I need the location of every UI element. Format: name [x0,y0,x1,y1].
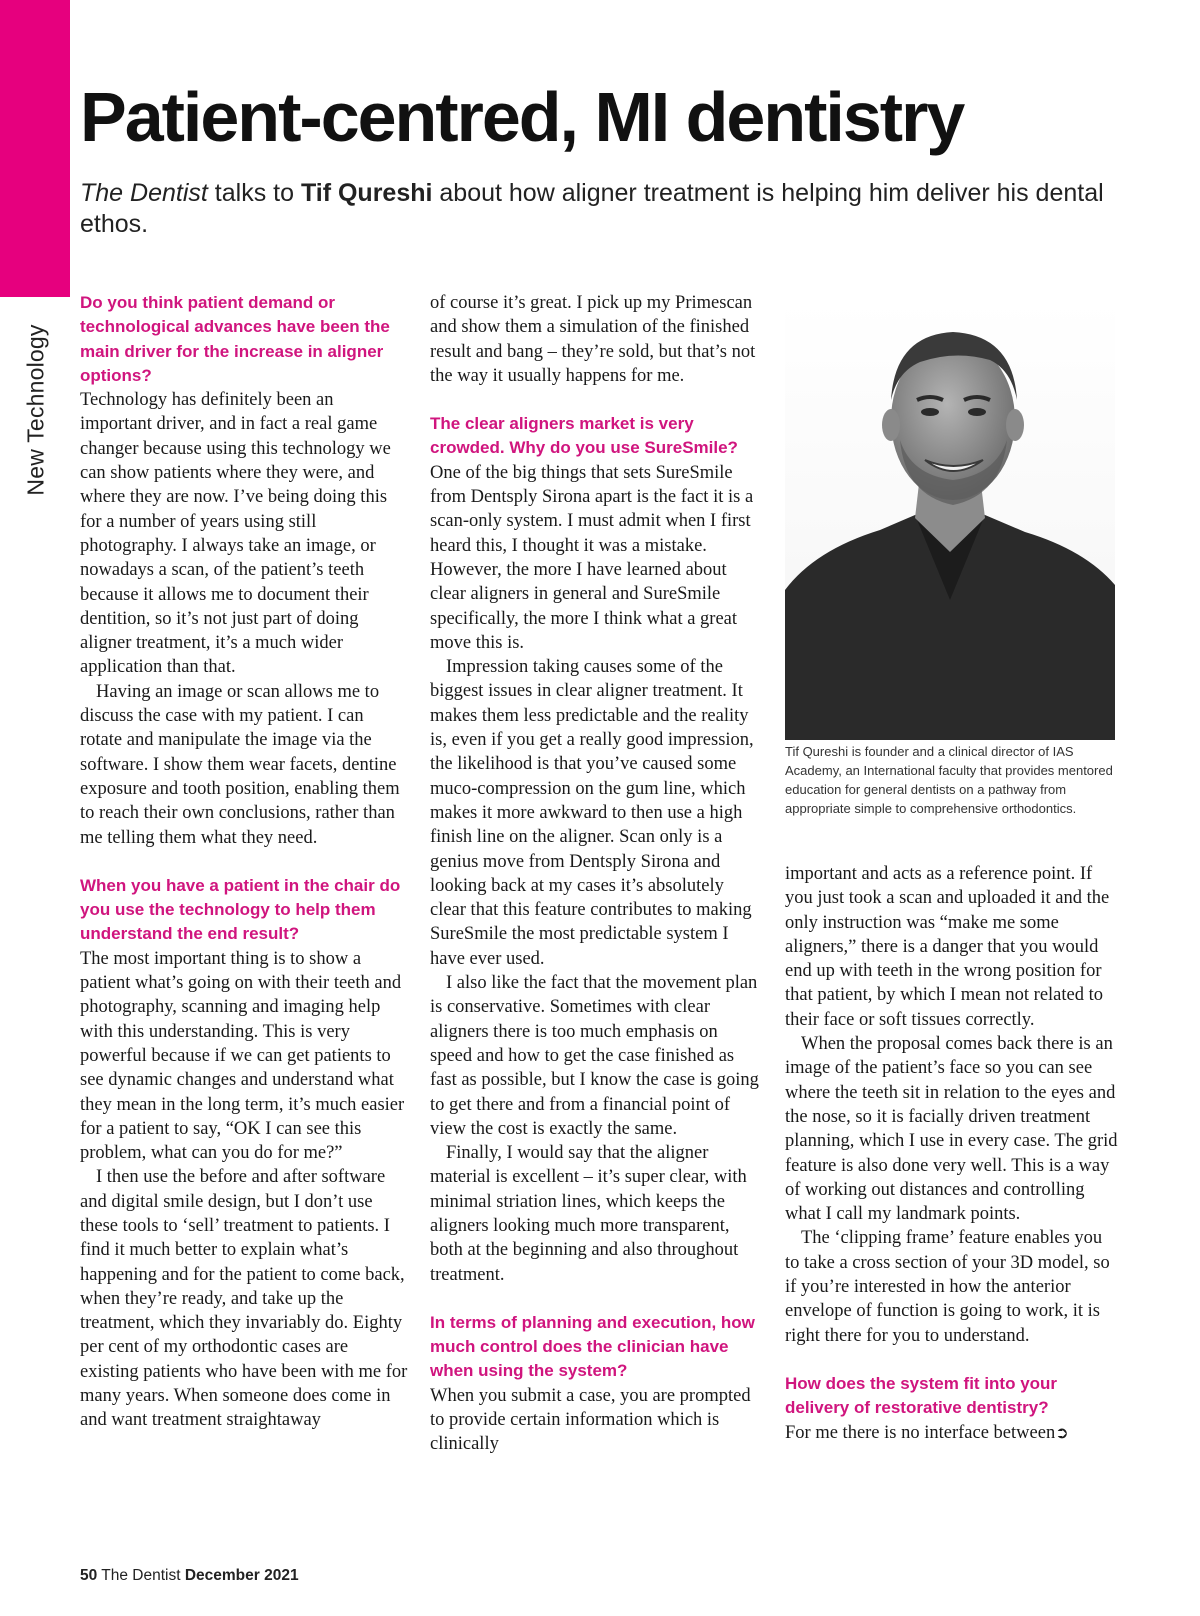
answer-paragraph: When you submit a case, you are prompted to provide certain information which is clinically [430,1385,751,1455]
answer-text: For me there is no interface between [785,1422,1056,1443]
question-heading: How does the system fit into your delivery of restorative dentistry? [785,1373,1058,1418]
page-footer [80,1567,299,1585]
answer-paragraph: The ‘clipping frame’ feature enables you to take a cross section of your 3D model, so if you’re interested in how the anterior envelope of function is going to work, it is right there for you to understand. [785,1228,1110,1346]
answer-paragraph: Finally, I would say that the aligner material is excellent – it’s super clear, with minimal striation lines, which keeps the aligners looking much more transparent, both at the beginning and also throughout treatment. [430,1143,747,1285]
paragraph-gap [80,850,410,874]
answer-paragraph: I then use the before and after software and digital smile design, but I don’t use these tools to ‘sell’ treatment to patients. I find it much better to explain what’s happening and for the patient to come back, when they’re ready, and take up the treatment, which they invariably do. Eighty per cent of my orthodontic cases are existing patients who have been with me for many years. When someone does come in and want treatment straightaway [80,1167,408,1431]
question-heading: In terms of planning and execution, how much control does the clinician have when using the system? [430,1312,755,1381]
answer-paragraph: important and acts as a reference point. If you just took a scan and uploaded it and the only instruction was “make me some aligners,” there is a danger that you would end up with teeth in the wrong position for that patient, by which I mean not related to their face or soft tissues correctly. [785,864,1110,1030]
question-heading: When you have a patient in the chair do you use the technology to help them understand the end result? [80,875,401,944]
question-heading: Do you think patient demand or technological advances have been the main driver for the increase in aligner options? [80,293,390,385]
issue-date: December 2021 [184,1567,299,1584]
answer-paragraph: Impression taking causes some of the biggest issues in clear aligner treatment. It makes them less predictable and the reality is, even if you get a really good impression, the likelihood is that you’ve caused some muco-compression on the gum line, which makes it more awkward to then use a high finish line on the aligner. Scan only is a genius move from Dentsply Sirona and looking back at my cases it’s absolutely clear that this feature contributes to making SureSmile the most predictable system I have ever used. [430,657,754,969]
paragraph-gap [430,388,760,412]
page-number: 50 [80,1567,98,1584]
portrait-photo [785,300,1115,740]
article-column-2 [430,291,760,1457]
standfirst-text-1: talks to [207,179,301,207]
continue-arrow-icon: ➲ [1055,1422,1069,1442]
answer-paragraph: of course it’s great. I pick up my Primescan and show them a simulation of the finished result and bang – they’re sold, but that’s not the way it usually happens for me. [430,293,756,386]
answer-paragraph: One of the big things that sets SureSmile from Dentsply Sirona apart is the fact it is a scan-only system. I must admit when I first heard this, I thought it was a mistake. However, the more I have learned about clear aligners in general and SureSmile specifically, the more I think what a great move this is. [430,462,754,653]
section-label: New Technology [22,324,49,496]
answer-paragraph: Having an image or scan allows me to discuss the case with my patient. I can rotate and manipulate the image via the software. I show them wear facets, dentine exposure and tooth position, enabling them to reach their own conclusions, rather than me telling them what they need. [80,681,400,848]
answer-paragraph: When the proposal comes back there is an image of the patient’s face so you can see where the teeth sit in relation to the eyes and the nose, so it is facially driven treatment planning, which I use in every case. The grid feature is also done very well. This is a way of working out distances and controlling what I call my landmark points. [785,1034,1118,1225]
answer-paragraph: The most important thing is to show a patient what’s going on with their teeth and photography, scanning and imaging help with this understanding. This is very powerful because if we can get patients to see dynamic changes and understand what they mean in the long term, it’s much easier for a patient to say, “OK I can see this problem, what can you do for me?” [80,948,405,1164]
article-column-1 [80,291,410,1433]
photo-caption: Tif Qureshi is founder and a clinical director of IAS Academy, an International faculty that provides mentored education for general dentists on a pathway from appropriate simple to comprehensive orthodontics. [785,744,1113,816]
portrait-image [785,300,1115,740]
section-color-bar [0,0,70,297]
article-standfirst [80,178,1140,240]
footer-publication: The Dentist [97,1567,185,1584]
answer-paragraph [785,1421,1120,1445]
article-headline: Patient-centred, MI dentistry [80,78,964,156]
paragraph-gap [430,1287,760,1311]
answer-paragraph: I also like the fact that the movement plan is conservative. Sometimes with clear aligners there is too much emphasis on speed and how to get the case finished as fast as possible, but I know the case is going to get there and from a financial point of view the cost is exactly the same. [430,973,759,1139]
publication-name: The Dentist [80,179,208,207]
interviewee-name: Tif Qureshi [300,179,433,207]
paragraph-gap [785,1348,1120,1372]
answer-paragraph: Technology has definitely been an important driver, and in fact a real game changer because using this technology we can show patients where they were, and where they are now. I’ve being doing this for a number of years using still photography. I always take an image, or nowadays a scan, of the patient’s teeth because it allows me to document their dentition, so it’s not just part of doing aligner treatment, it’s a much wider application than that. [80,390,391,678]
question-heading: The clear aligners market is very crowded. Why do you use SureSmile? [430,414,738,458]
standfirst-text-2: about how aligner treatment is helping him deliver his dental ethos. [80,179,1104,238]
article-column-3 [785,862,1120,1445]
